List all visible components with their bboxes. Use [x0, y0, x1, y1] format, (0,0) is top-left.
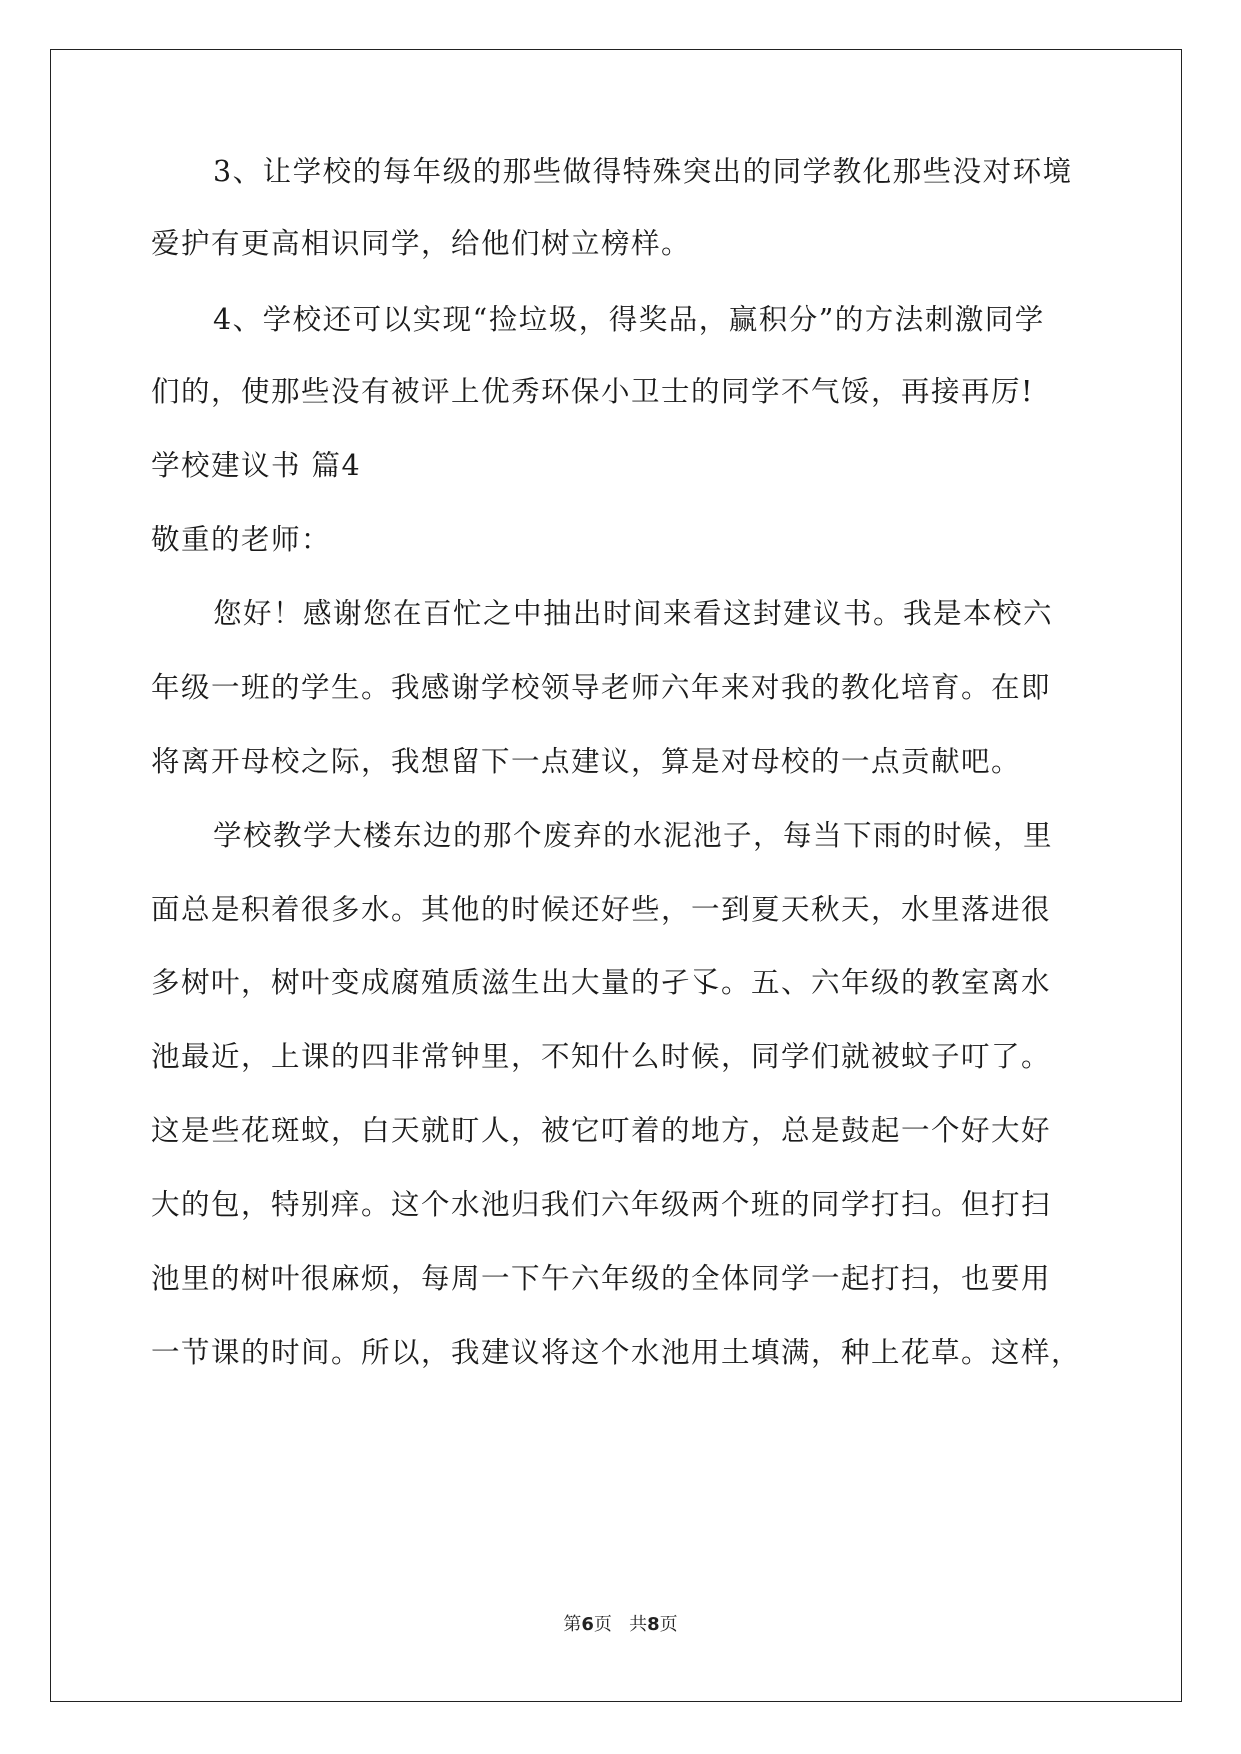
- total-prefix: 共: [629, 1614, 648, 1635]
- page-suffix: 页: [593, 1614, 612, 1635]
- paragraph-line: 一节课的时间。所以，我建议将这个水池用土填满，种上花草。这样，: [151, 1336, 1082, 1369]
- paragraph-line: 多树叶，树叶变成腐殖质滋生出大量的孑孓。五、六年级的教室离水: [151, 966, 1052, 999]
- section-heading: 学校建议书 篇4: [151, 449, 362, 482]
- paragraph-line: 将离开母校之际，我想留下一点建议，算是对母校的一点贡献吧。: [151, 745, 1022, 778]
- total-pages-number: 8: [647, 1614, 660, 1635]
- paragraph-line: 您好！感谢您在百忙之中抽出时间来看这封建议书。我是本校六: [213, 597, 1054, 630]
- paragraph-line: 池最近，上课的四非常钟里，不知什么时候，同学们就被蚊子叮了。: [151, 1040, 1052, 1073]
- page-border: [50, 49, 1182, 1702]
- paragraph-line: 大的包，特别痒。这个水池归我们六年级两个班的同学打扫。但打扫: [151, 1188, 1052, 1221]
- paragraph-line: 池里的树叶很麻烦，每周一下午六年级的全体同学一起打扫，也要用: [151, 1262, 1052, 1295]
- page-footer: [0, 1613, 1241, 1637]
- current-page-number: 6: [581, 1614, 594, 1635]
- paragraph-line: 们的，使那些没有被评上优秀环保小卫士的同学不气馁，再接再厉!: [151, 375, 1034, 408]
- paragraph-line: 3、让学校的每年级的那些做得特殊突出的同学教化那些没对环境: [213, 155, 1073, 188]
- salutation: 敬重的老师：: [151, 523, 332, 556]
- paragraph-line: 爱护有更高相识同学，给他们树立榜样。: [151, 227, 692, 260]
- paragraph-line: 学校教学大楼东边的那个废弃的水泥池子，每当下雨的时候，里: [213, 819, 1054, 852]
- page-prefix: 第: [563, 1614, 582, 1635]
- paragraph-line: 这是些花斑蚊，白天就盯人，被它叮着的地方，总是鼓起一个好大好: [151, 1114, 1052, 1147]
- paragraph-line: 4、学校还可以实现“捡垃圾，得奖品，赢积分”的方法刺激同学: [213, 303, 1045, 336]
- paragraph-line: 面总是积着很多水。其他的时候还好些，一到夏天秋天，水里落进很: [151, 893, 1052, 926]
- paragraph-line: 年级一班的学生。我感谢学校领导老师六年来对我的教化培育。在即: [151, 671, 1052, 704]
- total-suffix: 页: [659, 1614, 678, 1635]
